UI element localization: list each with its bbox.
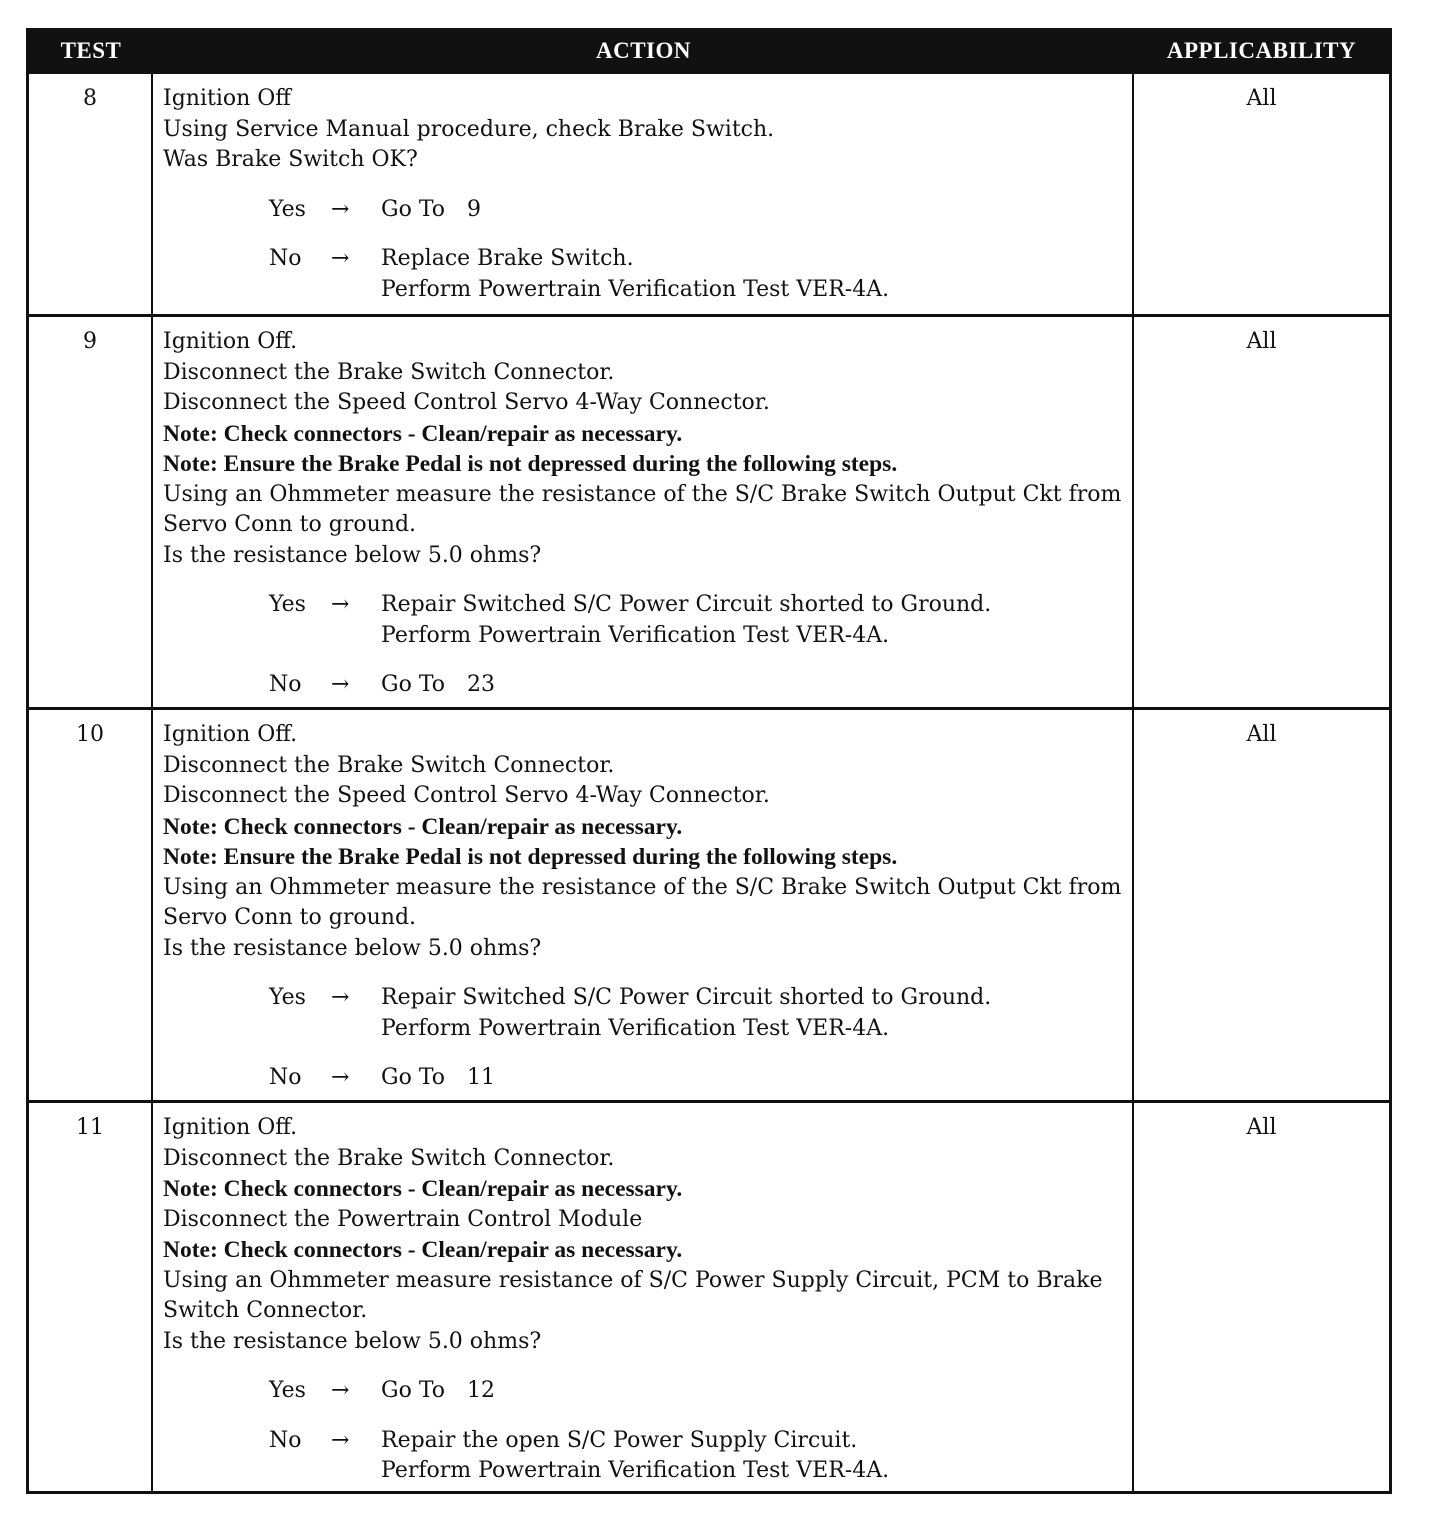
yes-result	[381, 983, 991, 1044]
right-arrow-icon: →	[331, 246, 350, 271]
action-cell	[153, 317, 1134, 707]
goto-label: Go To	[381, 196, 446, 222]
test-number: 8	[29, 74, 153, 314]
action-line: Ignition Off.	[163, 1115, 298, 1140]
goto-number: 9	[467, 196, 482, 222]
yes-outcome	[269, 590, 1124, 651]
action-line: Disconnect the Speed Control Servo 4-Way Connector.	[163, 390, 770, 415]
note-line: Note: Check connectors - Clean/repair as necessary.	[163, 1176, 683, 1202]
table-row	[29, 1100, 1389, 1491]
goto-number: 23	[467, 672, 496, 697]
action-line: Ignition Off.	[163, 722, 298, 747]
no-label: No	[269, 672, 302, 697]
yes-result	[381, 195, 481, 226]
header-action: ACTION	[595, 38, 691, 63]
note-line: Note: Ensure the Brake Pedal is not depressed during the following steps.	[163, 844, 898, 870]
yes-result	[381, 1376, 495, 1407]
no-result	[381, 1063, 495, 1094]
result-line: Replace Brake Switch.	[381, 246, 634, 271]
no-label: No	[269, 246, 302, 271]
note-line: Note: Check connectors - Clean/repair as necessary.	[163, 1237, 683, 1263]
no-outcome	[269, 244, 1124, 305]
goto-label: Go To	[381, 1065, 446, 1090]
right-arrow-icon: →	[331, 592, 350, 617]
action-cell	[153, 1103, 1134, 1491]
table-header	[29, 31, 1389, 71]
action-line: Is the resistance below 5.0 ohms?	[163, 1328, 542, 1354]
action-line: Disconnect the Brake Switch Connector.	[163, 752, 615, 778]
result-line: Repair Switched S/C Power Circuit shorted to Ground.	[381, 592, 992, 617]
goto-label: Go To	[381, 672, 446, 697]
right-arrow-icon: →	[331, 1427, 350, 1453]
right-arrow-icon: →	[331, 1065, 350, 1090]
result-line: Perform Powertrain Verification Test VER-4A.	[381, 622, 890, 648]
action-line: Is the resistance below 5.0 ohms?	[163, 542, 542, 568]
yes-outcome	[269, 983, 1124, 1044]
action-line: Disconnect the Brake Switch Connector.	[163, 359, 615, 385]
result-line: Perform Powertrain Verification Test VER-4A.	[381, 276, 890, 302]
yes-label: Yes	[269, 985, 306, 1010]
test-number: 9	[29, 317, 153, 707]
no-result	[381, 670, 495, 701]
header-applicability: APPLICABILITY	[1166, 38, 1357, 63]
no-label: No	[269, 1427, 302, 1453]
applicability-value: All	[1246, 722, 1277, 747]
note-line: Note: Check connectors - Clean/repair as necessary.	[163, 420, 683, 447]
yes-result	[381, 590, 991, 651]
action-line: Disconnect the Powertrain Control Module	[163, 1206, 643, 1232]
yes-label: Yes	[269, 592, 306, 617]
applicability-value: All	[1246, 86, 1277, 111]
action-line: Using an Ohmmeter measure resistance of S/C Power Supply Circuit, PCM to Brake Switch Connector.	[163, 1267, 1103, 1323]
action-line: Disconnect the Speed Control Servo 4-Way Connector.	[163, 783, 770, 808]
no-outcome	[269, 1426, 1124, 1487]
yes-label: Yes	[269, 1378, 306, 1403]
table-row	[29, 71, 1389, 314]
right-arrow-icon: →	[331, 1378, 350, 1403]
yes-label: Yes	[269, 196, 306, 222]
note-line: Note: Check connectors - Clean/repair as necessary.	[163, 813, 683, 840]
goto-number: 11	[467, 1065, 496, 1090]
yes-outcome	[269, 1376, 1124, 1407]
no-result	[381, 244, 889, 305]
result-line: Perform Powertrain Verification Test VER-4A.	[381, 1458, 890, 1483]
action-line: Using Service Manual procedure, check Brake Switch.	[163, 116, 775, 142]
action-line: Was Brake Switch OK?	[163, 147, 418, 172]
action-line: Using an Ohmmeter measure the resistance of the S/C Brake Switch Output Ckt from Servo Conn to ground.	[163, 481, 1122, 537]
result-line: Repair the open S/C Power Supply Circuit.	[381, 1427, 858, 1453]
table-row	[29, 707, 1389, 1100]
applicability-value: All	[1246, 329, 1277, 354]
action-line: Ignition Off	[163, 86, 291, 111]
applicability-value: All	[1246, 1115, 1277, 1140]
result-line: Perform Powertrain Verification Test VER-4A.	[381, 1015, 890, 1041]
action-line: Using an Ohmmeter measure the resistance of the S/C Brake Switch Output Ckt from Servo Conn to ground.	[163, 874, 1122, 930]
action-cell	[153, 74, 1134, 314]
no-label: No	[269, 1065, 302, 1090]
test-number: 11	[29, 1103, 153, 1491]
result-line: Repair Switched S/C Power Circuit shorted to Ground.	[381, 985, 992, 1010]
right-arrow-icon: →	[331, 672, 350, 697]
diagnostic-table	[26, 28, 1392, 1494]
no-outcome	[269, 1063, 1124, 1094]
right-arrow-icon: →	[331, 985, 350, 1010]
goto-label: Go To	[381, 1378, 446, 1403]
yes-outcome	[269, 195, 1124, 226]
goto-number: 12	[467, 1378, 496, 1403]
action-line: Ignition Off.	[163, 329, 298, 354]
action-cell	[153, 710, 1134, 1100]
action-line: Disconnect the Brake Switch Connector.	[163, 1145, 615, 1171]
test-number: 10	[29, 710, 153, 1100]
table-row	[29, 314, 1389, 707]
header-test: TEST	[60, 38, 122, 63]
no-outcome	[269, 670, 1124, 701]
note-line: Note: Ensure the Brake Pedal is not depressed during the following steps.	[163, 451, 898, 477]
no-result	[381, 1426, 889, 1487]
right-arrow-icon: →	[331, 196, 350, 222]
action-line: Is the resistance below 5.0 ohms?	[163, 935, 542, 961]
